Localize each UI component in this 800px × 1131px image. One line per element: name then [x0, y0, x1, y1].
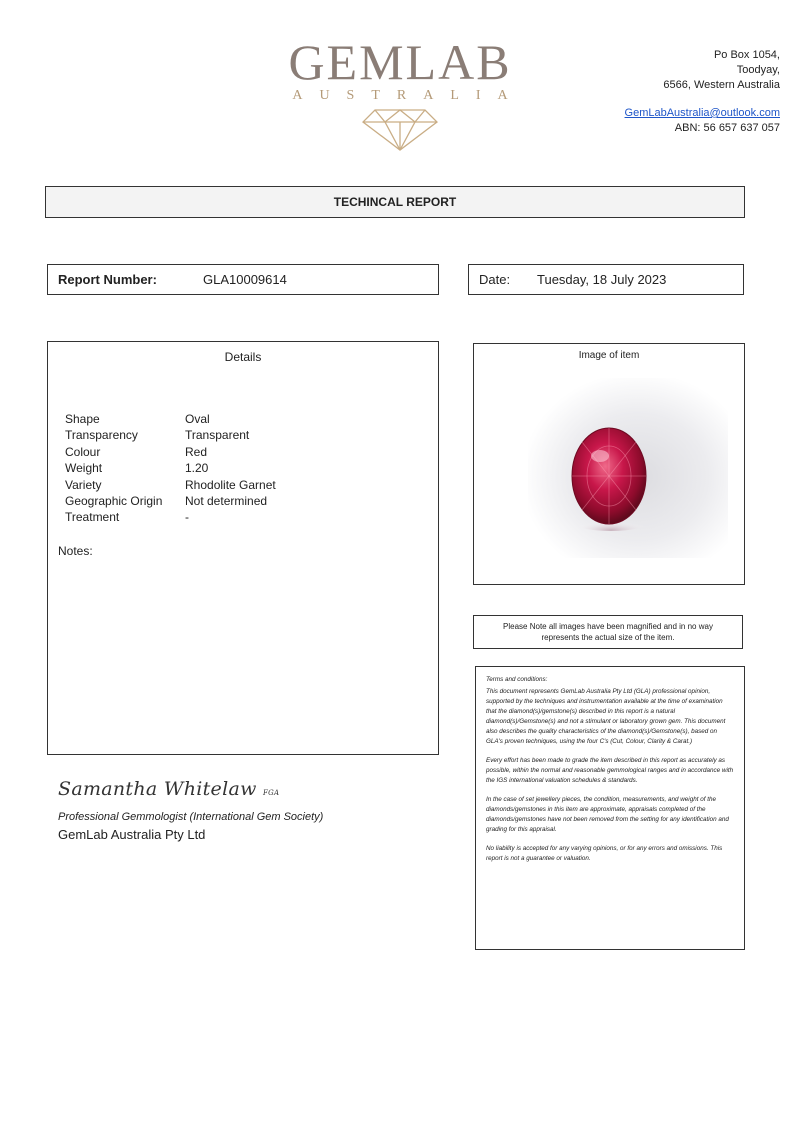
details-table: [65, 412, 276, 527]
image-disclaimer: [473, 615, 743, 649]
abn-number: ABN: 56 657 637 057: [674, 122, 780, 134]
detail-key: Geographic Origin: [65, 493, 163, 508]
report-title: [45, 186, 745, 218]
details-panel: [47, 341, 439, 755]
image-panel-title: Image of item: [578, 350, 640, 361]
diamond-icon: [361, 108, 439, 152]
details-title: Details: [224, 350, 262, 364]
detail-key: Shape: [65, 412, 100, 426]
email-link[interactable]: GemLabAustralia@outlook.com: [624, 107, 780, 119]
terms-and-conditions: [475, 666, 745, 950]
detail-row: [65, 494, 276, 510]
detail-value: Transparent: [185, 428, 250, 443]
signatory-company: GemLab Australia Pty Ltd: [58, 827, 206, 842]
address-line: 6566, Western Australia: [663, 79, 780, 91]
detail-row: [65, 461, 276, 477]
date-box: [468, 264, 744, 295]
detail-key: Weight: [65, 461, 103, 476]
gemstone-image: [564, 422, 654, 532]
report-title-text: TECHINCAL REPORT: [333, 195, 457, 209]
detail-key: Colour: [65, 444, 101, 459]
address-line: Po Box 1054,: [713, 49, 780, 61]
signature-suffix: FGA: [263, 789, 280, 797]
detail-row: [65, 445, 276, 461]
date-value: Tuesday, 18 July 2023: [537, 272, 667, 287]
signature: [58, 778, 279, 800]
logo-subtitle: AUSTRALIA: [292, 88, 525, 103]
address-line: Toodyay,: [736, 64, 780, 76]
detail-value: -: [185, 510, 189, 525]
notes-label: Notes:: [58, 544, 93, 558]
detail-row: [65, 510, 276, 526]
terms-paragraph: This document represents GemLab Australia Pty Ltd (GLA) professional opinion, supported by the techniques and instrumentation available at the time of examination that the diamond(s)/gemstone(s) described in this report is a natural diamond(s)/Gemstone(s) and not a stimulant or laboratory grown gem. This document also describes the quality characteristics of the diamond(s)/Gemstone(s), based on GLA's proven techniques, using the four C's (Cut, Colour, Clarity & Carat.): [486, 688, 726, 745]
detail-row: [65, 412, 276, 428]
terms-paragraph: Every effort has been made to grade the item described in this report as accurately as possible, within the normal and reasonable gemmological ranges and in accordance with the IGS international valuation schedules & standards.: [486, 757, 734, 784]
terms-paragraph: No liability is accepted for any varying opinions, or for any errors and omissions. This report is not a guarantee or valuation.: [486, 845, 723, 862]
detail-key: Treatment: [65, 510, 120, 525]
logo-wordmark: GEMLAB: [288, 34, 512, 90]
company-address: [530, 48, 780, 136]
signature-name: Samantha Whitelaw: [58, 778, 257, 800]
report-number-value: GLA10009614: [203, 272, 287, 287]
report-number-label: Report Number:: [58, 272, 157, 287]
signatory-role: Professional Gemmologist (International Gem Society): [58, 811, 324, 823]
detail-row: [65, 428, 276, 444]
terms-paragraph: In the case of set jewellery pieces, the condition, measurements, and weight of the diamonds/gemstones in this item are approximate, appraisals completed of the diamonds/gemstones have not been removed from the setting for any identification and grading for this appraisal.: [486, 796, 729, 833]
detail-value: Not determined: [185, 493, 268, 508]
gemlab-logo: [270, 36, 530, 156]
detail-value: Red: [185, 444, 208, 459]
date-label: Date:: [479, 272, 511, 287]
detail-row: [65, 478, 276, 494]
detail-key: Variety: [65, 477, 102, 492]
image-panel: [473, 343, 745, 585]
detail-value: Rhodolite Garnet: [185, 477, 276, 492]
detail-value: 1.20: [185, 461, 209, 476]
image-disclaimer-text: Please Note all images have been magnified and in no way represents the actual size of the item.: [503, 622, 713, 642]
detail-value: Oval: [185, 412, 210, 426]
report-number-box: [47, 264, 439, 295]
detail-key: Transparency: [65, 428, 138, 443]
terms-heading: Terms and conditions:: [486, 676, 548, 683]
